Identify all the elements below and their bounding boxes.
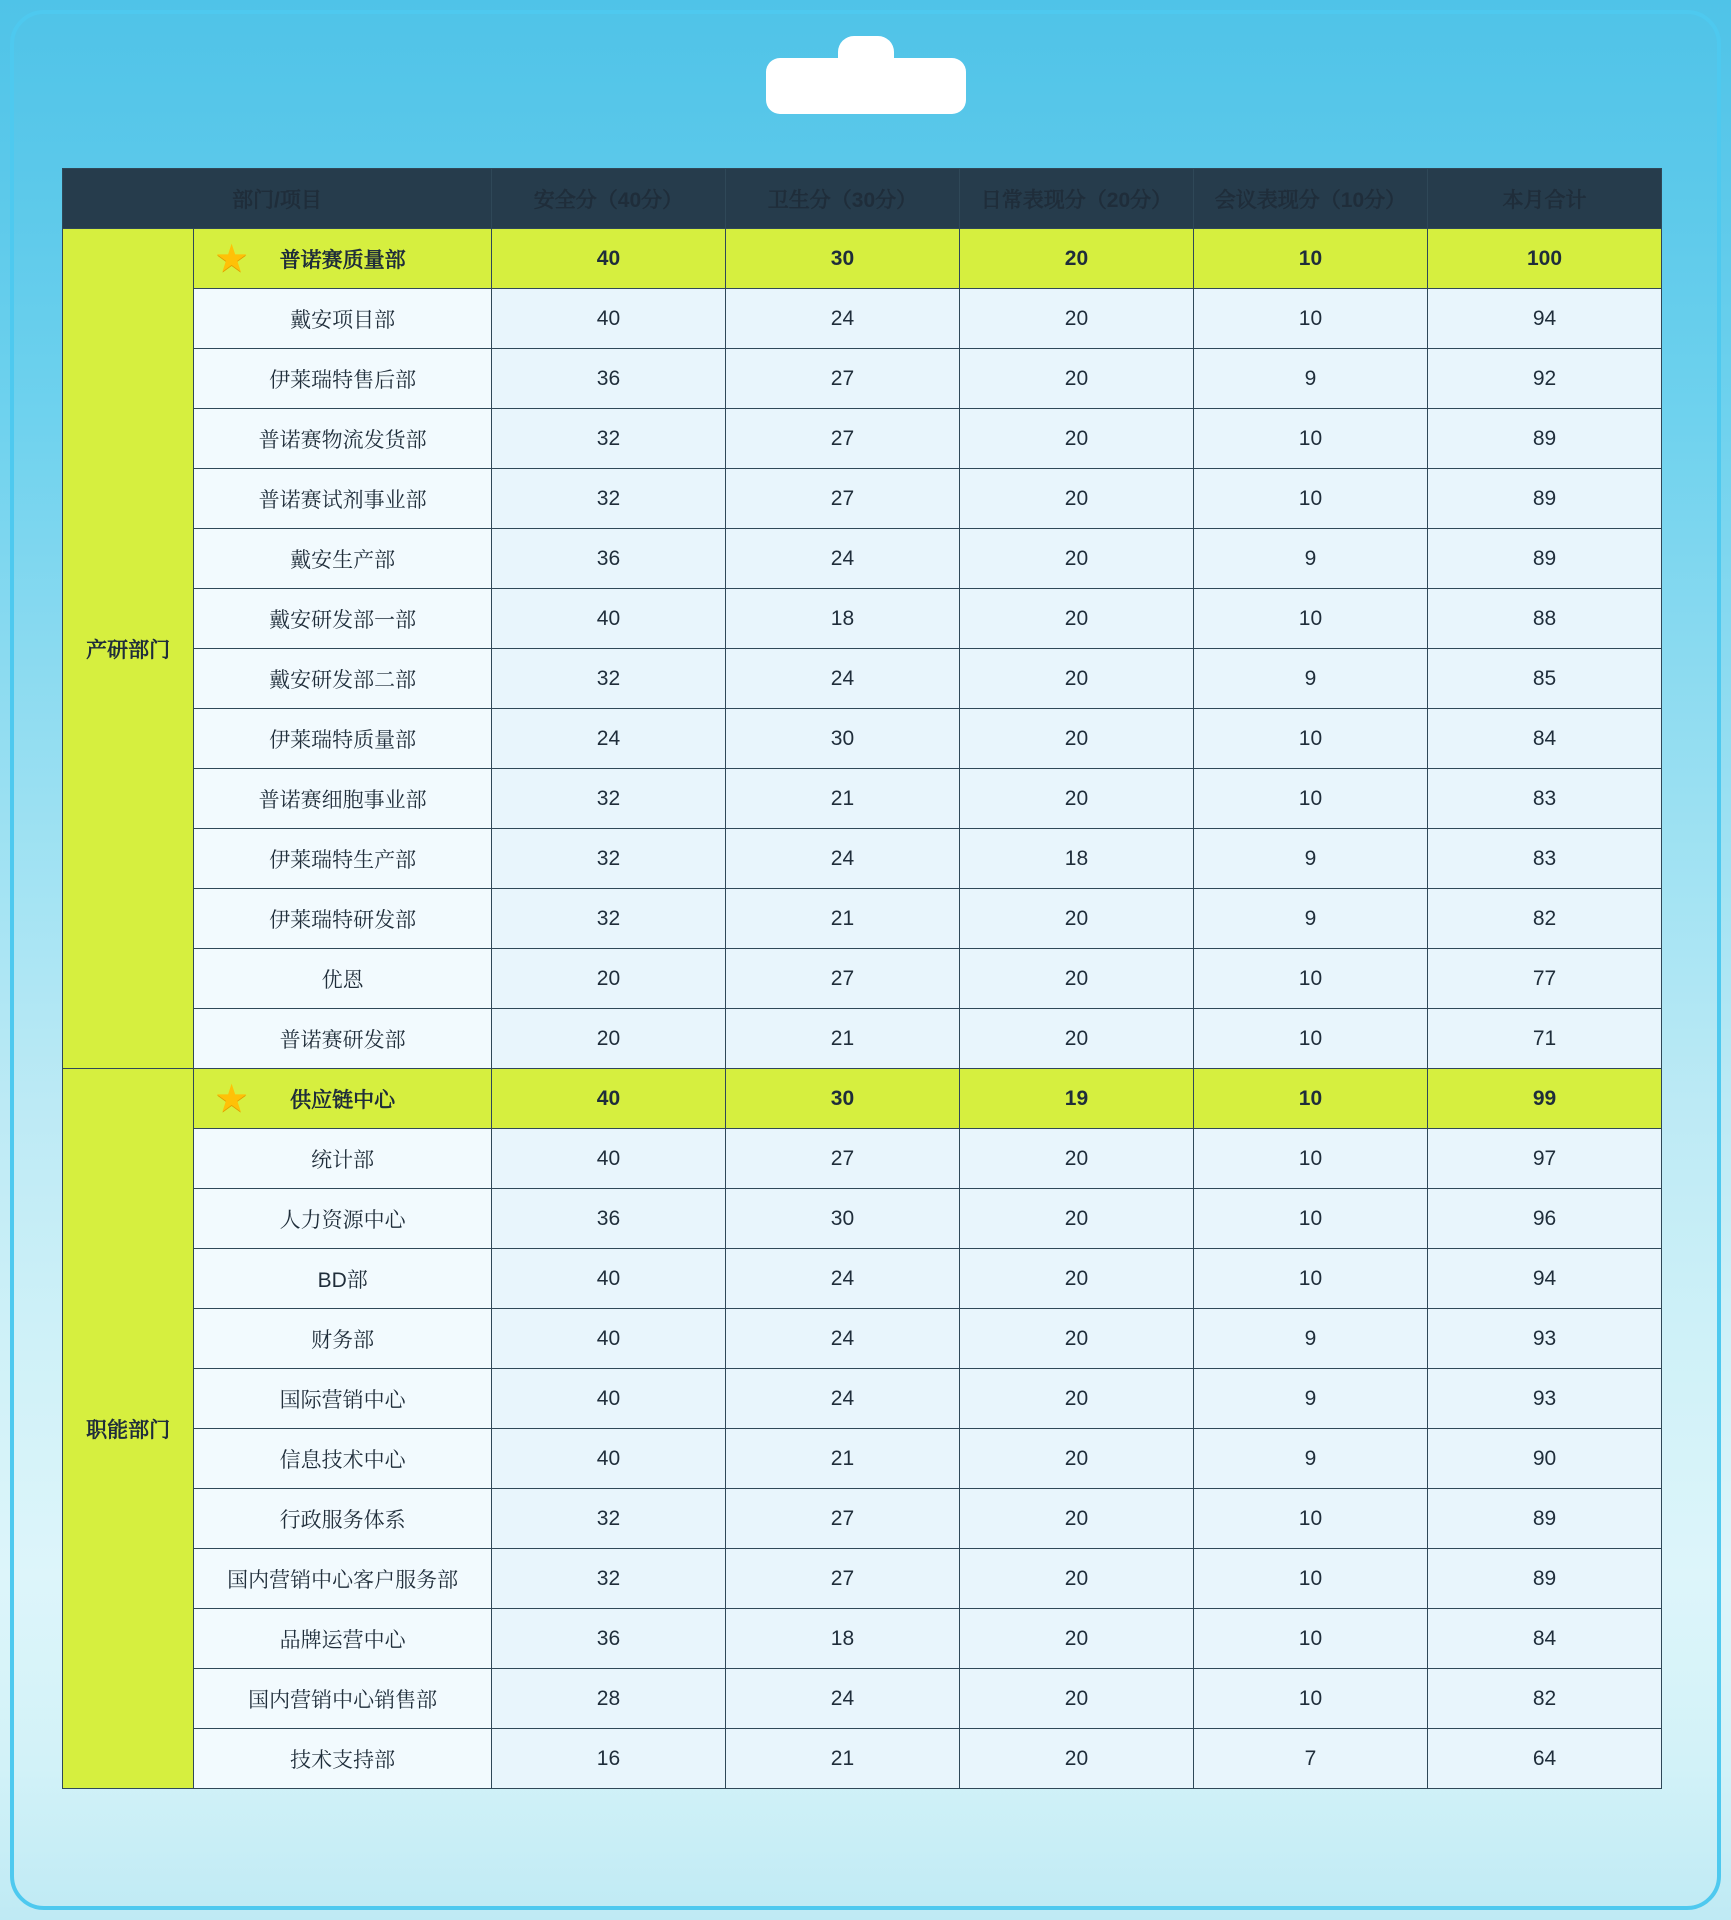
department-label: 戴安研发部一部 — [269, 608, 417, 632]
row-total-score: 93 — [1427, 1369, 1661, 1429]
row-department-name — [194, 469, 492, 529]
table-row — [63, 289, 1662, 349]
row-daily-score: 20 — [959, 1309, 1193, 1369]
table-row — [63, 649, 1662, 709]
row-meeting-score: 10 — [1193, 1129, 1427, 1189]
row-meeting-score: 9 — [1193, 529, 1427, 589]
row-daily-score: 20 — [959, 1129, 1193, 1189]
department-label: 普诺赛试剂事业部 — [258, 488, 427, 512]
row-meeting-score: 10 — [1193, 1489, 1427, 1549]
row-total-score: 83 — [1427, 769, 1661, 829]
row-meeting-score: 9 — [1193, 649, 1427, 709]
table-row — [63, 1609, 1662, 1669]
row-department-name — [194, 1669, 492, 1729]
row-meeting-score: 10 — [1193, 1669, 1427, 1729]
row-department-name — [194, 1009, 492, 1069]
table-row — [63, 409, 1662, 469]
row-department-name — [194, 529, 492, 589]
department-label: 供应链中心 — [290, 1088, 396, 1112]
row-meeting-score: 10 — [1193, 1609, 1427, 1669]
row-department-name — [194, 709, 492, 769]
row-safety-score: 16 — [491, 1729, 725, 1789]
row-department-name — [194, 1069, 492, 1129]
department-label: 国际营销中心 — [279, 1388, 406, 1412]
row-department-name — [194, 229, 492, 289]
row-total-score: 99 — [1427, 1069, 1661, 1129]
table-row — [63, 1369, 1662, 1429]
row-daily-score: 20 — [959, 1429, 1193, 1489]
row-meeting-score: 10 — [1193, 1189, 1427, 1249]
row-total-score: 89 — [1427, 1549, 1661, 1609]
row-meeting-score: 10 — [1193, 469, 1427, 529]
row-daily-score: 20 — [959, 229, 1193, 289]
row-total-score: 100 — [1427, 229, 1661, 289]
row-hygiene-score: 27 — [725, 409, 959, 469]
table-row — [63, 1729, 1662, 1789]
department-label: 普诺赛研发部 — [279, 1028, 406, 1052]
row-total-score: 92 — [1427, 349, 1661, 409]
table-row — [63, 829, 1662, 889]
row-safety-score: 40 — [491, 1429, 725, 1489]
row-safety-score: 20 — [491, 1009, 725, 1069]
department-label: 伊莱瑞特售后部 — [269, 368, 417, 392]
row-safety-score: 40 — [491, 1249, 725, 1309]
row-department-name — [194, 289, 492, 349]
table-row — [63, 1009, 1662, 1069]
department-label: 技术支持部 — [290, 1748, 396, 1772]
row-department-name — [194, 1309, 492, 1369]
header-department: 部门/项目 — [63, 169, 492, 229]
row-daily-score: 20 — [959, 769, 1193, 829]
row-daily-score: 20 — [959, 469, 1193, 529]
row-hygiene-score: 24 — [725, 829, 959, 889]
department-label: 统计部 — [311, 1148, 375, 1172]
row-meeting-score: 10 — [1193, 1249, 1427, 1309]
row-safety-score: 20 — [491, 949, 725, 1009]
row-safety-score: 36 — [491, 529, 725, 589]
row-total-score: 77 — [1427, 949, 1661, 1009]
row-total-score: 64 — [1427, 1729, 1661, 1789]
row-meeting-score: 9 — [1193, 1309, 1427, 1369]
row-safety-score: 40 — [491, 1069, 725, 1129]
row-daily-score: 20 — [959, 1729, 1193, 1789]
department-label: 伊莱瑞特生产部 — [269, 848, 417, 872]
row-safety-score: 32 — [491, 1489, 725, 1549]
row-daily-score: 20 — [959, 289, 1193, 349]
row-meeting-score: 10 — [1193, 709, 1427, 769]
row-department-name — [194, 1189, 492, 1249]
row-hygiene-score: 27 — [725, 949, 959, 1009]
row-hygiene-score: 21 — [725, 1729, 959, 1789]
row-hygiene-score: 27 — [725, 1129, 959, 1189]
row-total-score: 88 — [1427, 589, 1661, 649]
row-hygiene-score: 27 — [725, 1489, 959, 1549]
row-meeting-score: 9 — [1193, 889, 1427, 949]
table-row — [63, 529, 1662, 589]
department-label: 伊莱瑞特质量部 — [269, 728, 417, 752]
row-daily-score: 19 — [959, 1069, 1193, 1129]
row-safety-score: 32 — [491, 409, 725, 469]
row-total-score: 94 — [1427, 1249, 1661, 1309]
header-total: 本月合计 — [1427, 169, 1661, 229]
row-department-name — [194, 1369, 492, 1429]
table-row — [63, 1249, 1662, 1309]
row-department-name — [194, 769, 492, 829]
row-meeting-score: 10 — [1193, 1549, 1427, 1609]
row-total-score: 89 — [1427, 1489, 1661, 1549]
row-department-name — [194, 1129, 492, 1189]
table-row — [63, 1429, 1662, 1489]
department-label: 普诺赛物流发货部 — [258, 428, 427, 452]
row-safety-score: 32 — [491, 829, 725, 889]
row-safety-score: 40 — [491, 1309, 725, 1369]
row-total-score: 97 — [1427, 1129, 1661, 1189]
row-total-score: 90 — [1427, 1429, 1661, 1489]
row-safety-score: 40 — [491, 289, 725, 349]
row-daily-score: 20 — [959, 349, 1193, 409]
row-hygiene-score: 21 — [725, 1429, 959, 1489]
row-daily-score: 20 — [959, 1549, 1193, 1609]
row-meeting-score: 9 — [1193, 829, 1427, 889]
row-department-name — [194, 949, 492, 1009]
row-daily-score: 20 — [959, 1249, 1193, 1309]
row-hygiene-score: 27 — [725, 469, 959, 529]
row-safety-score: 32 — [491, 1549, 725, 1609]
row-department-name — [194, 349, 492, 409]
row-hygiene-score: 30 — [725, 229, 959, 289]
row-total-score: 85 — [1427, 649, 1661, 709]
row-meeting-score: 10 — [1193, 589, 1427, 649]
table-row — [63, 1309, 1662, 1369]
row-total-score: 96 — [1427, 1189, 1661, 1249]
row-hygiene-score: 24 — [725, 529, 959, 589]
department-label: 戴安生产部 — [290, 548, 396, 572]
row-hygiene-score: 27 — [725, 1549, 959, 1609]
row-daily-score: 20 — [959, 649, 1193, 709]
row-hygiene-score: 18 — [725, 589, 959, 649]
row-hygiene-score: 30 — [725, 1189, 959, 1249]
row-total-score: 83 — [1427, 829, 1661, 889]
row-meeting-score: 10 — [1193, 1069, 1427, 1129]
row-safety-score: 40 — [491, 1369, 725, 1429]
row-daily-score: 20 — [959, 1189, 1193, 1249]
row-department-name — [194, 1609, 492, 1669]
department-label: 财务部 — [311, 1328, 375, 1352]
row-department-name — [194, 589, 492, 649]
row-hygiene-score: 24 — [725, 1309, 959, 1369]
row-meeting-score: 10 — [1193, 409, 1427, 469]
row-total-score: 84 — [1427, 1609, 1661, 1669]
group-label-1: 职能部门 — [63, 1069, 194, 1789]
table-header — [63, 169, 1662, 229]
row-safety-score: 40 — [491, 589, 725, 649]
table-row — [63, 709, 1662, 769]
row-hygiene-score: 21 — [725, 769, 959, 829]
row-hygiene-score: 21 — [725, 1009, 959, 1069]
table-row — [63, 1069, 1662, 1129]
table-row — [63, 889, 1662, 949]
row-department-name — [194, 889, 492, 949]
department-label: 戴安项目部 — [290, 308, 396, 332]
star-icon: ★ — [216, 239, 247, 278]
header-meeting: 会议表现分（10分） — [1193, 169, 1427, 229]
table-row — [63, 469, 1662, 529]
row-daily-score: 20 — [959, 409, 1193, 469]
department-label: 品牌运营中心 — [279, 1628, 406, 1652]
row-daily-score: 20 — [959, 949, 1193, 1009]
table-row — [63, 1489, 1662, 1549]
row-hygiene-score: 24 — [725, 289, 959, 349]
score-table-container — [62, 168, 1662, 1789]
department-label: 信息技术中心 — [279, 1448, 406, 1472]
table-row — [63, 1189, 1662, 1249]
header-daily: 日常表现分（20分） — [959, 169, 1193, 229]
department-label: 优恩 — [321, 968, 364, 992]
row-total-score: 84 — [1427, 709, 1661, 769]
row-daily-score: 20 — [959, 889, 1193, 949]
row-safety-score: 28 — [491, 1669, 725, 1729]
table-row — [63, 349, 1662, 409]
row-safety-score: 24 — [491, 709, 725, 769]
department-label: 戴安研发部二部 — [269, 668, 417, 692]
row-daily-score: 20 — [959, 1669, 1193, 1729]
row-hygiene-score: 24 — [725, 1669, 959, 1729]
row-daily-score: 20 — [959, 1609, 1193, 1669]
star-icon: ★ — [216, 1079, 247, 1118]
table-row — [63, 229, 1662, 289]
group-label-0: 产研部门 — [63, 229, 194, 1069]
row-safety-score: 40 — [491, 1129, 725, 1189]
table-header-row — [63, 169, 1662, 229]
table-row — [63, 589, 1662, 649]
row-department-name — [194, 1489, 492, 1549]
row-total-score: 82 — [1427, 889, 1661, 949]
row-daily-score: 20 — [959, 529, 1193, 589]
header-hygiene: 卫生分（30分） — [725, 169, 959, 229]
score-table — [62, 168, 1662, 1789]
row-total-score: 89 — [1427, 529, 1661, 589]
row-meeting-score: 10 — [1193, 769, 1427, 829]
row-department-name — [194, 1429, 492, 1489]
row-hygiene-score: 24 — [725, 1369, 959, 1429]
row-total-score: 94 — [1427, 289, 1661, 349]
row-safety-score: 40 — [491, 229, 725, 289]
row-hygiene-score: 24 — [725, 649, 959, 709]
row-safety-score: 32 — [491, 889, 725, 949]
table-body — [63, 229, 1662, 1789]
row-safety-score: 36 — [491, 1189, 725, 1249]
table-row — [63, 949, 1662, 1009]
row-hygiene-score: 18 — [725, 1609, 959, 1669]
row-safety-score: 32 — [491, 649, 725, 709]
row-meeting-score: 10 — [1193, 229, 1427, 289]
department-label: 普诺赛质量部 — [279, 248, 406, 272]
table-row — [63, 1669, 1662, 1729]
row-daily-score: 18 — [959, 829, 1193, 889]
row-total-score: 89 — [1427, 469, 1661, 529]
department-label: 国内营销中心客户服务部 — [227, 1568, 459, 1592]
row-department-name — [194, 649, 492, 709]
department-label: 伊莱瑞特研发部 — [269, 908, 417, 932]
row-meeting-score: 7 — [1193, 1729, 1427, 1789]
department-label: 行政服务体系 — [279, 1508, 406, 1532]
row-hygiene-score: 24 — [725, 1249, 959, 1309]
row-safety-score: 36 — [491, 349, 725, 409]
header-safety: 安全分（40分） — [491, 169, 725, 229]
row-department-name — [194, 1249, 492, 1309]
row-hygiene-score: 30 — [725, 1069, 959, 1129]
department-label: 人力资源中心 — [279, 1208, 406, 1232]
row-department-name — [194, 1549, 492, 1609]
row-department-name — [194, 409, 492, 469]
row-meeting-score: 9 — [1193, 349, 1427, 409]
row-meeting-score: 9 — [1193, 1369, 1427, 1429]
table-row — [63, 769, 1662, 829]
table-row — [63, 1129, 1662, 1189]
row-daily-score: 20 — [959, 1009, 1193, 1069]
row-daily-score: 20 — [959, 1489, 1193, 1549]
row-hygiene-score: 27 — [725, 349, 959, 409]
department-label: BD部 — [317, 1268, 368, 1292]
row-department-name — [194, 829, 492, 889]
row-meeting-score: 10 — [1193, 949, 1427, 1009]
row-total-score: 82 — [1427, 1669, 1661, 1729]
table-row — [63, 1549, 1662, 1609]
row-total-score: 71 — [1427, 1009, 1661, 1069]
row-department-name — [194, 1729, 492, 1789]
row-daily-score: 20 — [959, 709, 1193, 769]
department-label: 国内营销中心销售部 — [248, 1688, 438, 1712]
row-meeting-score: 10 — [1193, 1009, 1427, 1069]
row-hygiene-score: 30 — [725, 709, 959, 769]
row-total-score: 89 — [1427, 409, 1661, 469]
row-total-score: 93 — [1427, 1309, 1661, 1369]
row-meeting-score: 9 — [1193, 1429, 1427, 1489]
tab-notch-decoration — [766, 58, 966, 114]
row-daily-score: 20 — [959, 589, 1193, 649]
row-safety-score: 32 — [491, 469, 725, 529]
row-safety-score: 32 — [491, 769, 725, 829]
row-safety-score: 36 — [491, 1609, 725, 1669]
department-label: 普诺赛细胞事业部 — [258, 788, 427, 812]
row-daily-score: 20 — [959, 1369, 1193, 1429]
row-meeting-score: 10 — [1193, 289, 1427, 349]
row-hygiene-score: 21 — [725, 889, 959, 949]
